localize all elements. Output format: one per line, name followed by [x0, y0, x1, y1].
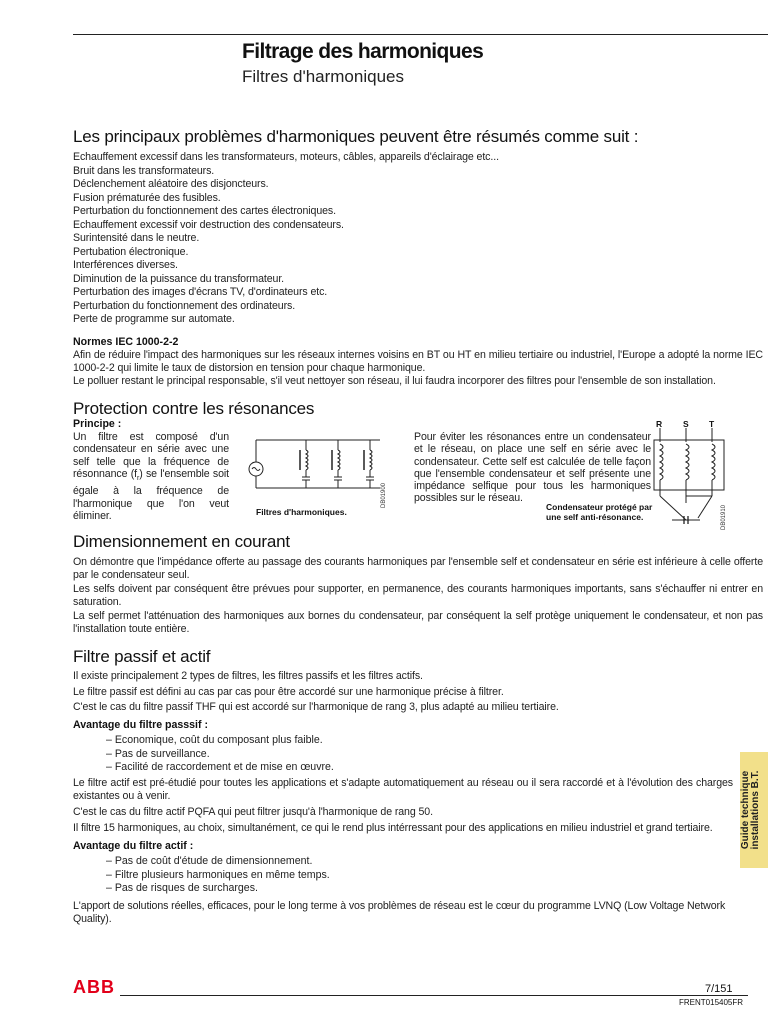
list-item: Perturbation des images d'écrans TV, d'ordinateurs etc.: [73, 286, 328, 298]
dimension-heading: Dimensionnement en courant: [73, 532, 290, 551]
side-tab-line-2: installations B.T.: [750, 770, 761, 850]
filter-branch-1: [300, 440, 310, 488]
list-item: Perturbation du fonctionnement des cartes électroniques.: [73, 205, 336, 217]
list-item: Echauffement excessif voir destruction des condensateurs.: [73, 218, 344, 231]
diagram2-code: DB01910: [721, 504, 727, 530]
list-item: Diminution de la puissance du transformateur.: [73, 272, 285, 285]
active-paragraph-2: C'est le cas du filtre actif PQFA qui peut filtrer jusqu'à l'harmonique de rang 50.: [73, 806, 433, 818]
list-item: Fusion prématurée des fusibles.: [73, 191, 221, 204]
principe-subscript: r: [136, 475, 140, 482]
principe-text-part-2: ) se l'ensemble soit égale à la fréquence de l'harmonique que l'on veut éliminer.: [73, 467, 229, 522]
harmonic-filters-diagram: [240, 430, 400, 510]
coil-t: [712, 444, 715, 480]
filters-heading: Filtre passif et actif: [73, 647, 211, 666]
list-item: Pertubation électronique.: [73, 245, 189, 258]
sine-icon: [252, 468, 260, 471]
list-item: – Filtre plusieurs harmoniques en même temps.: [106, 868, 330, 881]
diagram1-caption: Filtres d'harmoniques.: [256, 507, 347, 517]
diagram2-caption: Condensateur protégé par une self anti-résonance.: [546, 502, 653, 522]
list-item: – Economique, coût du composant plus faible.: [106, 734, 323, 746]
closing-paragraph: L'apport de solutions réelles, efficaces, pour le long terme à vos problèmes de réseau est le cœur du programme LVNQ (Low Voltage Network Quality).: [73, 900, 726, 925]
list-item: Déclenchement aléatoire des disjoncteurs.: [73, 178, 269, 190]
phase-label-s: S: [683, 419, 689, 429]
filter-branch-3: [364, 440, 374, 488]
phase-label-r: R: [656, 419, 663, 429]
active-list: [106, 855, 330, 896]
list-item: – Pas de risques de surcharges.: [106, 882, 258, 894]
norms-paragraph-2: Le polluer restant le principal responsable, s'il veut nettoyer son réseau, il lui faudra incorporer des filtres pour l'ensemble de son installation.: [73, 375, 716, 387]
resonance-text: Pour éviter les résonances entre un condensateur et le réseau, on place une self en série avec le condensateur. Cette self est calculée de telle façon que l'ensemble condensateur et self présente une impédance selfique pour tous les harmoniques possibles sur le réseau.: [414, 431, 651, 505]
top-rule: [73, 34, 768, 35]
dimension-paragraph-2: Les selfs doivent par conséquent être prévues pour supporter, en permanence, des courants harmoniques importants, sans s'échauffer ni entrer en saturation.: [73, 583, 763, 608]
side-tab-line-1: Guide technique: [740, 770, 751, 850]
filter-branch-2: [332, 440, 342, 488]
principe-label: Principe :: [73, 418, 122, 430]
list-item: Surintensité dans le neutre.: [73, 232, 200, 244]
protection-heading: Protection contre les résonances: [73, 399, 315, 418]
list-item: – Pas de coût d'étude de dimensionnement.: [106, 855, 313, 867]
list-item: Perturbation du fonctionnement des ordinateurs.: [73, 299, 296, 312]
filters-line-2: Le filtre passif est défini au cas par cas pour être accordé sur une harmonique précise à filtrer.: [73, 686, 504, 698]
dimension-paragraph-1: On démontre que l'impédance offerte au passage des courants harmoniques par l'ensemble self et condensateur en série est inférieure à celle offerte par le condensateur seul.: [73, 556, 763, 581]
coil-r: [660, 444, 663, 480]
list-item: – Facilité de raccordement et de mise en œuvre.: [106, 761, 334, 773]
delta-left: [660, 496, 686, 520]
coil-s: [686, 444, 689, 480]
list-item: – Pas de surveillance.: [106, 747, 210, 760]
active-paragraph-1: Le filtre actif est pré-étudié pour toutes les applications et s'adapte automatiquement au réseau ou il sera raccordé et à l'évolution des charges existantes ou à venir.: [73, 777, 733, 802]
document-code: FRENT015405FR: [679, 998, 744, 1007]
filters-line-3: C'est le cas du filtre passif THF qui est accordé sur l'harmonique de rang 3, plus adapté au milieu tertiaire.: [73, 701, 559, 713]
list-item: Perte de programme sur automate.: [73, 313, 235, 325]
problems-heading: Les principaux problèmes d'harmoniques peuvent être résumés comme suit :: [73, 127, 639, 146]
side-tab-label: [741, 754, 761, 866]
principe-text: [73, 431, 229, 522]
dimension-paragraph-3: La self permet l'atténuation des harmoniques aux bornes du condensateur, par conséquent la self protège uniquement le condensateur, et non pas l'installation toute entière.: [73, 610, 763, 635]
active-paragraph-3: Il filtre 15 harmoniques, au choix, simultanément, ce qui le rend plus intérressant pour des applications en milieu industriel et grand tertiaire.: [73, 822, 713, 834]
problems-list: [73, 151, 499, 327]
page-title: Filtrage des harmoniques: [242, 40, 484, 63]
list-item: Interférences diverses.: [73, 259, 178, 271]
list-item: Bruit dans les transformateurs.: [73, 164, 215, 177]
principe-text-part-1: Un filtre est composé d'un condensateur en série avec une self telle que la fréquence de résonnance (f: [73, 431, 229, 480]
norms-paragraph: Afin de réduire l'impact des harmoniques sur les réseaux internes voisins en BT ou HT en milieu tertiaire ou industriel, l'Europe a adopté la norme IEC 1000-2-2 qui limite le taux de distorsion en tension pour chaque harmonique.: [73, 349, 763, 374]
page-number: 7/151: [705, 983, 733, 995]
filters-line-1: Il existe principalement 2 types de filtres, les filtres passifs et les filtres actifs.: [73, 670, 423, 682]
diagram1-code: DB01900: [381, 482, 387, 508]
list-item: Echauffement excessif dans les transformateurs, moteurs, câbles, appareils d'éclairage etc...: [73, 151, 499, 163]
active-heading: Avantage du filtre actif :: [73, 840, 194, 852]
norms-heading: Normes IEC 1000-2-2: [73, 336, 179, 348]
delta-right: [698, 496, 712, 518]
passive-heading: Avantage du filtre passsif :: [73, 719, 209, 731]
phase-label-t: T: [709, 419, 715, 429]
abb-logo: ABB: [73, 977, 115, 997]
page-subtitle: Filtres d'harmoniques: [242, 67, 404, 86]
passive-list: [106, 734, 334, 775]
bottom-rule: [120, 995, 748, 996]
